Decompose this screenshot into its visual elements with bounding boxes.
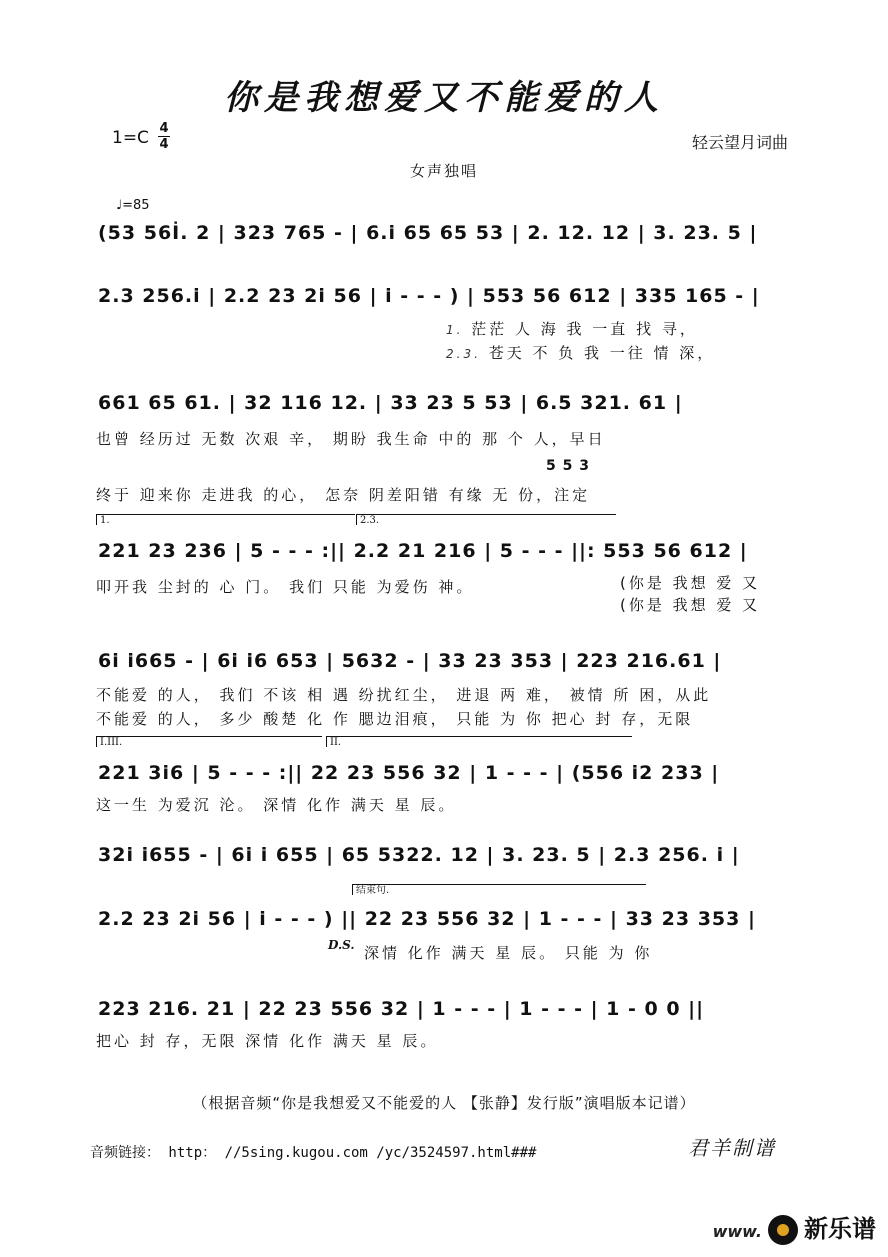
dal-segno-mark: D.S. — [328, 938, 355, 952]
time-signature-bottom: 4 — [159, 137, 169, 152]
time-signature — [158, 122, 170, 151]
notation-row-5: 6i i665 - | 6i i6 653 | 5632 - | 33 23 353 | 223 216.61 | — [98, 650, 722, 672]
watermark-www: www. — [712, 1222, 762, 1241]
volta-bracket: I.III. — [96, 736, 322, 747]
volta-bracket: 1. — [96, 514, 355, 525]
lyric-row-3-verse-2: 终于 迎来你 走进我 的心， 怎奈 阴差阳错 有缘 无 份，注定 — [96, 486, 591, 504]
site-logo-icon — [768, 1215, 798, 1245]
notation-row-7: 32i i655 - | 6i i 655 | 65 5322. 12 | 3. 23. 5 | 2.3 256. i | — [98, 844, 740, 866]
audio-link[interactable]: 音频链接： http： //5sing.kugou.com /yc/3524597.html### — [90, 1145, 537, 1161]
lyric-row-4: 叩开我 尘封的 心 门。 我们 只能 为爱伤 神。 — [96, 578, 475, 596]
lyric-row-4-chorus-b: (你是 我想 爱 又 — [620, 596, 761, 614]
site-watermark[interactable] — [713, 1209, 876, 1245]
song-title: 你是我想爱又不能爱的人 — [224, 78, 664, 118]
lyric-row-4-chorus-a: (你是 我想 爱 又 — [620, 574, 761, 592]
editor-signature: 君羊制谱 — [688, 1136, 776, 1160]
verse-label: 2.3. — [446, 347, 481, 361]
notation-row-1: (53 56İ. 2 | 323 765 - | 6.i 65 65 53 | 2. 12. 12 | 3. 23. 5 | — [98, 222, 758, 244]
composer-credit: 轻云望月词曲 — [691, 133, 788, 152]
performer-note: 女声独唱 — [409, 162, 478, 180]
notation-row-9: 223 216. 21 | 22 23 556 32 | 1 - - - | 1 - - - | 1 - 0 0 || — [98, 998, 705, 1020]
lyric-row-6: 这一生 为爱沉 沦。 深情 化作 满天 星 辰。 — [96, 796, 457, 814]
key-signature: 1=C — [112, 128, 149, 148]
tempo-mark: ♩=85 — [116, 198, 150, 213]
lyric-row-3-verse-1: 也曾 经历过 无数 次艰 辛， 期盼 我生命 中的 那 个 人，早日 — [96, 430, 606, 448]
lyric-row-9: 把心 封 存，无限 深情 化作 满天 星 辰。 — [96, 1032, 439, 1050]
notation-row-2: 2.3 256.i | 2.2 23 2i 56 | i - - - ) | 553 56 612 | 335 165 - | — [98, 285, 760, 307]
transcription-note: （根据音频“你是我想爱又不能爱的人 【张静】发行版”演唱版本记谱） — [192, 1094, 696, 1112]
lyric-text: 茫茫 人 海 我 一直 找 寻， — [471, 320, 698, 338]
volta-bracket-ending: 结束句. — [352, 884, 646, 895]
lyric-verse-1 — [446, 318, 698, 339]
notation-row-3: 661 65 61. | 32 116 12. | 33 23 5 53 | 6.5 321. 61 | — [98, 392, 683, 414]
notation-row-4: 221 23 236 | 5 - - - :|| 2.2 21 216 | 5 - - - ||: 553 56 612 | — [98, 540, 748, 562]
notation-hint: 5 5 3 — [546, 458, 590, 474]
lyric-row-5-a: 不能爱 的人， 我们 不该 相 遇 纷扰红尘， 进退 两 难， 被情 所 困，从此 — [96, 686, 712, 704]
notation-row-8: 2.2 23 2i 56 | i - - - ) || 22 23 556 32 | 1 - - - | 33 23 353 | — [98, 908, 756, 930]
lyric-text: 苍天 不 负 我 一往 情 深， — [488, 344, 716, 362]
volta-bracket: II. — [326, 736, 632, 747]
lyric-row-8: 深情 化作 满天 星 辰。 只能 为 你 — [364, 944, 653, 962]
volta-bracket: 2.3. — [356, 514, 616, 525]
notation-row-6: 221 3i6 | 5 - - - :|| 22 23 556 32 | 1 - - - | (556 i2 233 | — [98, 762, 720, 784]
lyric-row-5-b: 不能爱 的人， 多少 酸楚 化 作 腮边泪痕， 只能 为 你 把心 封 存，无限 — [96, 710, 694, 728]
lyric-verse-2-3 — [446, 342, 715, 363]
time-signature-top: 4 — [159, 121, 169, 136]
watermark-site-name: 新乐谱 — [804, 1215, 876, 1243]
verse-label: 1. — [446, 323, 464, 337]
